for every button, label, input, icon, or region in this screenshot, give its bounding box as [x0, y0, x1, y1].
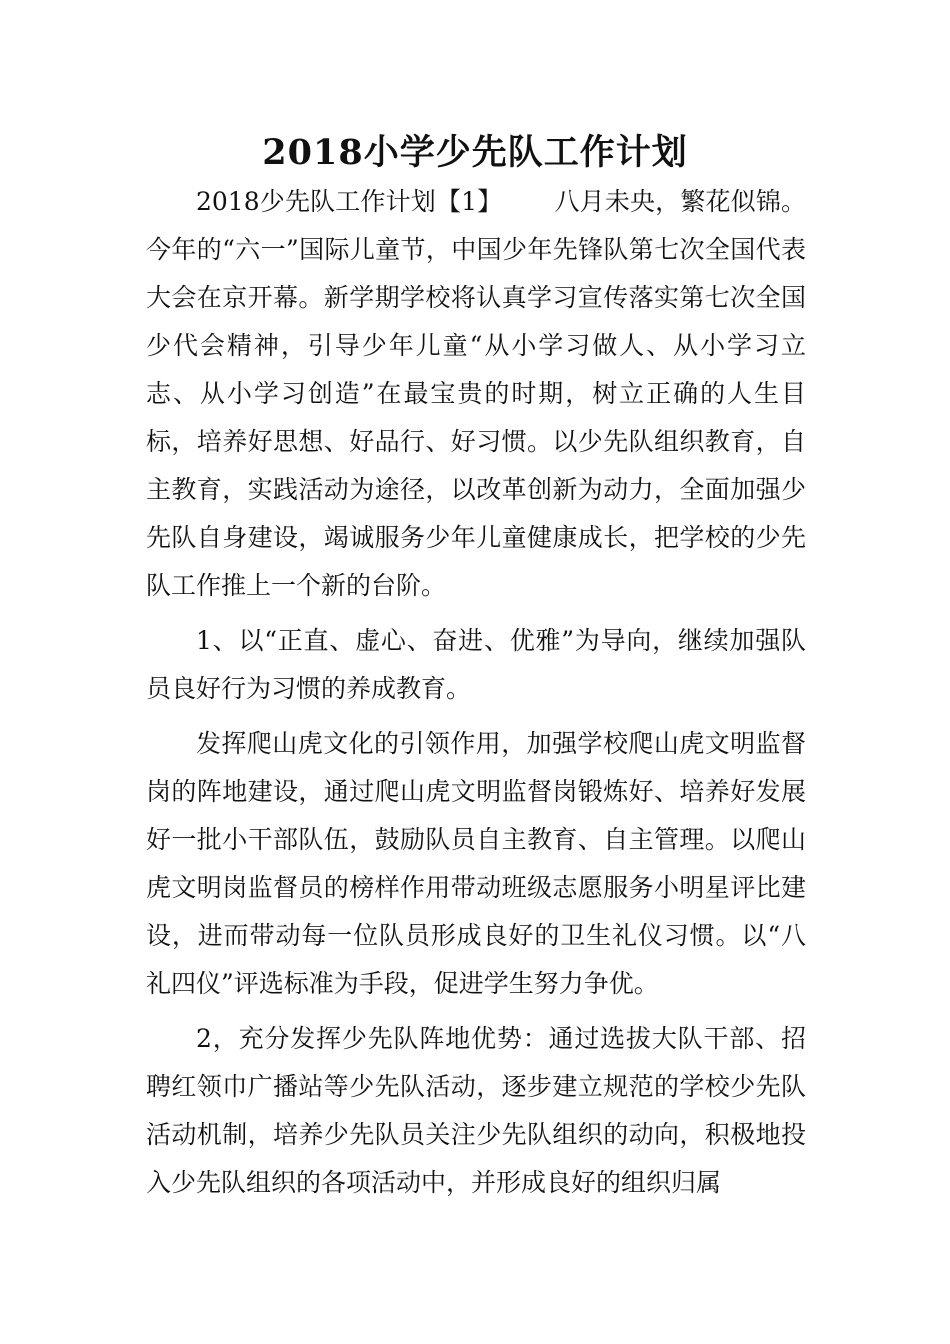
paragraph-text: 发挥爬山虎文化的引领作用，加强学校爬山虎文明监督岗的阵地建设，通过爬山虎文明监督岗锻炼好、培养好发展好一批小干部队伍，鼓励队员自主教育、自主管理。以爬山虎文明岗监督员的榜样作用带动班级志愿服务小明星评比建设，进而带动每一位队员形成良好的卫生礼仪习惯。以“八礼四仪”评选标准为手段，促进学生努力争优。	[146, 729, 806, 998]
paragraph-section-1-detail	[146, 720, 806, 1008]
paragraph-text: 2，充分发挥少先队阵地优势：通过选拔大队干部、招聘红领巾广播站等少先队活动，逐步建立规范的学校少先队活动机制，培养少先队员关注少先队组织的动向，积极地投入少先队组织的各项活动中，并形成良好的组织归属	[146, 1024, 806, 1197]
paragraph-section-2	[146, 1015, 806, 1207]
document-body	[146, 178, 806, 1207]
paragraph-text: 八月未央，繁花似锦。今年的“六一”国际儿童节，中国少年先锋队第七次全国代表大会在京开幕。新学期学校将认真学习宣传落实第七次全国少代会精神，引导少年儿童“从小学习做人、从小学习立志、从小学习创造”在最宝贵的时期，树立正确的人生目标，培养好思想、好品行、好习惯。以少先队组织教育，自主教育，实践活动为途径，以改革创新为动力，全面加强少先队自身建设，竭诚服务少年儿童健康成长，把学校的少先队工作推上一个新的台阶。	[146, 187, 806, 600]
paragraph-intro	[146, 178, 806, 610]
paragraph-lead: 2018少先队工作计划【1】	[196, 187, 503, 216]
paragraph-text: 1、以“正直、虚心、奋进、优雅”为导向，继续加强队员良好行为习惯的养成教育。	[146, 626, 806, 703]
document-title: 2018小学少先队工作计划	[262, 132, 688, 173]
paragraph-section-1	[146, 617, 806, 713]
